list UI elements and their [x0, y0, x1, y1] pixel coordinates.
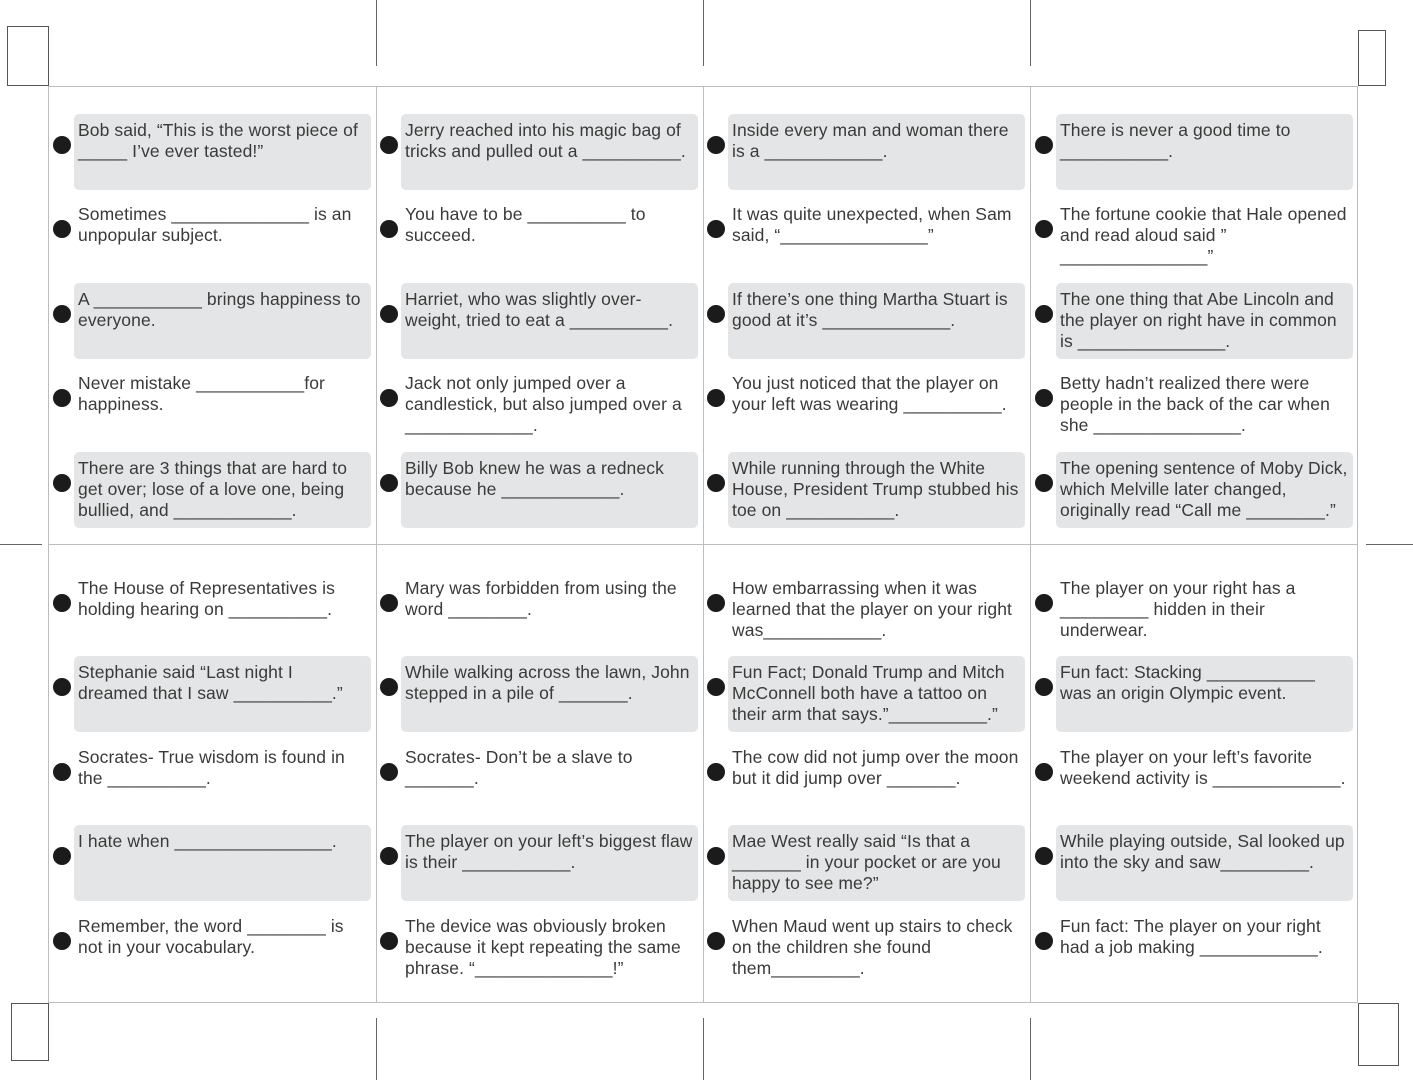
bullet-dot [707, 763, 725, 781]
bullet-dot [380, 474, 398, 492]
card-text: The cow did not jump over the moon but it did jump over _______. [732, 747, 1019, 788]
bullet-dot [707, 220, 725, 238]
question-card [1056, 656, 1353, 732]
question-card [401, 910, 698, 986]
bullet-dot [1035, 932, 1053, 950]
bullet-dot [53, 474, 71, 492]
bullet-dot [707, 678, 725, 696]
card-text: How embarrassing when it was learned that the player on your right was____________. [732, 578, 1012, 640]
question-card [728, 741, 1025, 817]
card-text: Harriet, who was slightly over-weight, tried to eat a __________. [405, 289, 674, 330]
question-card [728, 367, 1025, 443]
question-card [1056, 741, 1353, 817]
card-text: Remember, the word ________ is not in your vocabulary. [78, 916, 344, 957]
bullet-dot [1035, 847, 1053, 865]
crop-mark [0, 544, 42, 545]
question-card [1056, 452, 1353, 528]
bullet-dot [53, 594, 71, 612]
question-card [401, 114, 698, 190]
bullet-dot [380, 220, 398, 238]
bullet-dot [53, 932, 71, 950]
question-card [74, 452, 371, 528]
bullet-dot [1035, 136, 1053, 154]
bullet-dot [53, 678, 71, 696]
card-text: Betty hadn’t realized there were people in the back of the car when she _______________. [1060, 373, 1330, 435]
card-text: The fortune cookie that Hale opened and read aloud said ” _______________” [1060, 204, 1347, 266]
bullet-dot [707, 136, 725, 154]
bullet-dot [380, 389, 398, 407]
bullet-dot [1035, 305, 1053, 323]
question-card [401, 367, 698, 443]
card-text: While running through the White House, President Trump stubbed his toe on ___________. [732, 458, 1019, 520]
card-text: While walking across the lawn, John stepped in a pile of _______. [405, 662, 690, 703]
card-text: Stephanie said “Last night I dreamed that I saw __________.” [78, 662, 343, 703]
question-card [74, 572, 371, 648]
bullet-dot [707, 847, 725, 865]
question-card [401, 572, 698, 648]
question-card [1056, 114, 1353, 190]
question-card [401, 452, 698, 528]
question-card [401, 656, 698, 732]
question-card [401, 741, 698, 817]
bullet-dot [53, 305, 71, 323]
card-text: There is never a good time to ___________. [1060, 120, 1291, 161]
card-text: Bob said, “This is the worst piece of _____ I’ve ever tasted!” [78, 120, 358, 161]
question-card [74, 656, 371, 732]
bullet-dot [380, 932, 398, 950]
crop-mark [1030, 1018, 1031, 1080]
question-card [1056, 825, 1353, 901]
card-text: You just noticed that the player on your left was wearing __________. [732, 373, 1007, 414]
bullet-dot [53, 220, 71, 238]
card-text: Fun fact: The player on your right had a job making ____________. [1060, 916, 1323, 957]
card-text: You have to be __________ to succeed. [405, 204, 646, 245]
card-text: I hate when ________________. [78, 831, 337, 851]
question-card [74, 910, 371, 986]
bullet-dot [707, 594, 725, 612]
corner-box-bottom-right [1358, 1003, 1399, 1066]
card-text: The opening sentence of Moby Dick, which Melville later changed, originally read “Call me ________.” [1060, 458, 1348, 520]
bullet-dot [1035, 678, 1053, 696]
card-text: Sometimes ______________ is an unpopular subject. [78, 204, 352, 245]
question-card [728, 114, 1025, 190]
corner-box-top-left [7, 26, 49, 86]
question-card [728, 198, 1025, 274]
card-text: The player on your left’s favorite weekend activity is _____________. [1060, 747, 1346, 788]
bullet-dot [707, 474, 725, 492]
bullet-dot [53, 847, 71, 865]
bullet-dot [707, 305, 725, 323]
question-card [401, 198, 698, 274]
bullet-dot [53, 389, 71, 407]
bullet-dot [1035, 474, 1053, 492]
bullet-dot [1035, 594, 1053, 612]
card-text: Socrates- True wisdom is found in the __________. [78, 747, 345, 788]
card-text: Never mistake ___________for happiness. [78, 373, 325, 414]
question-card [728, 572, 1025, 648]
bullet-dot [380, 136, 398, 154]
question-card [1056, 283, 1353, 359]
half-divider [48, 544, 1358, 545]
card-text: Socrates- Don’t be a slave to _______. [405, 747, 633, 788]
bullet-dot [380, 678, 398, 696]
card-text: If there’s one thing Martha Stuart is good at it’s _____________. [732, 289, 1008, 330]
question-card [74, 114, 371, 190]
question-card [401, 283, 698, 359]
question-card [728, 656, 1025, 732]
question-card [1056, 198, 1353, 274]
question-card [74, 825, 371, 901]
card-text: It was quite unexpected, when Sam said, “_______________” [732, 204, 1012, 245]
crop-mark [1030, 0, 1031, 66]
bullet-dot [53, 136, 71, 154]
bullet-dot [380, 763, 398, 781]
question-card [728, 910, 1025, 986]
corner-box-top-right [1358, 30, 1386, 86]
question-card [728, 452, 1025, 528]
card-text: The House of Representatives is holding hearing on __________. [78, 578, 335, 619]
crop-mark [703, 0, 704, 66]
question-card [74, 741, 371, 817]
card-text: Jack not only jumped over a candlestick, but also jumped over a _____________. [405, 373, 682, 435]
bullet-dot [707, 932, 725, 950]
question-card [74, 367, 371, 443]
question-card [401, 825, 698, 901]
question-card [728, 283, 1025, 359]
card-text: The one thing that Abe Lincoln and the player on right have in common is _______________. [1060, 289, 1337, 351]
card-text: Fun fact: Stacking ___________ was an origin Olympic event. [1060, 662, 1315, 703]
card-text: Billy Bob knew he was a redneck because he ____________. [405, 458, 664, 499]
corner-box-bottom-left [11, 1003, 49, 1061]
bullet-dot [1035, 763, 1053, 781]
question-card [728, 825, 1025, 901]
bullet-dot [380, 594, 398, 612]
question-card [1056, 572, 1353, 648]
crop-mark [376, 0, 377, 66]
card-text: Mary was forbidden from using the word ________. [405, 578, 677, 619]
card-text: The player on your right has a _________ hidden in their underwear. [1060, 578, 1296, 640]
bullet-dot [1035, 220, 1053, 238]
card-text: Fun Fact; Donald Trump and Mitch McConnell both have a tattoo on their arm that says.”__________.” [732, 662, 1005, 724]
crop-mark [1366, 544, 1413, 545]
card-text: Mae West really said “Is that a _______ in your pocket or are you happy to see me?” [732, 831, 1001, 893]
card-text: The device was obviously broken because it kept repeating the same phrase. “______________!” [405, 916, 681, 978]
question-card [74, 283, 371, 359]
question-card [74, 198, 371, 274]
bullet-dot [53, 763, 71, 781]
bullet-dot [380, 847, 398, 865]
card-text: Jerry reached into his magic bag of tricks and pulled out a __________. [405, 120, 686, 161]
card-text: There are 3 things that are hard to get over; lose of a love one, being bullied, and ____________. [78, 458, 348, 520]
bullet-dot [707, 389, 725, 407]
question-card [1056, 367, 1353, 443]
card-text: When Maud went up stairs to check on the children she found them_________. [732, 916, 1013, 978]
card-text: While playing outside, Sal looked up into the sky and saw_________. [1060, 831, 1345, 872]
card-text: A ___________ brings happiness to everyone. [78, 289, 361, 330]
crop-mark [703, 1018, 704, 1080]
card-text: Inside every man and woman there is a ____________. [732, 120, 1009, 161]
card-text: The player on your left’s biggest flaw is their ___________. [405, 831, 693, 872]
bullet-dot [380, 305, 398, 323]
bullet-dot [1035, 389, 1053, 407]
crop-mark [376, 1018, 377, 1080]
question-card [1056, 910, 1353, 986]
